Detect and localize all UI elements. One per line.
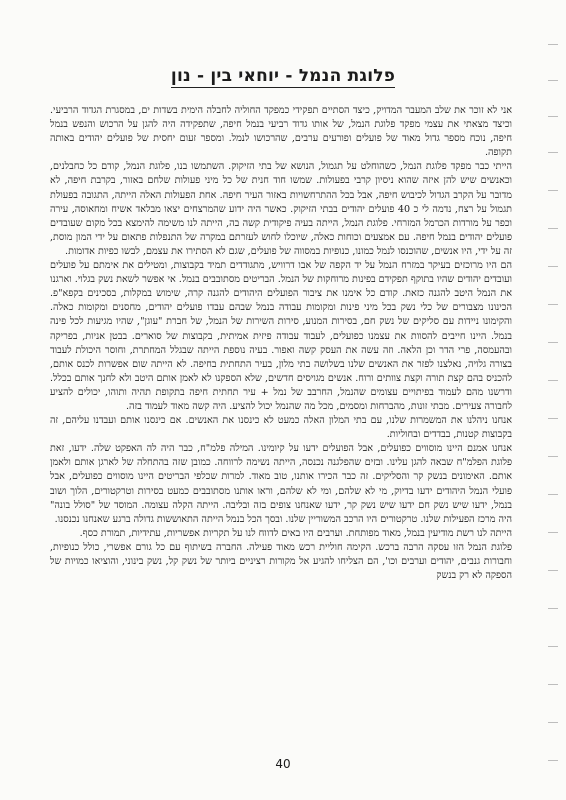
margin-tick — [548, 456, 558, 457]
page-title — [60, 66, 506, 86]
paragraph: הייתה לנו רשת מודיעין בנמל, מאוד מפותחת. וערבים היו באים לדווח לנו על תקריות אפשריות, עתידיות, תמורת כסף. — [79, 527, 512, 539]
margin-tick — [548, 80, 558, 81]
margin-tick — [548, 722, 558, 723]
margin-tick — [548, 494, 558, 495]
paragraph: הייתי כבר מפקד פלוגת הנמל, כשהוחלט על תגמול, הנושא של בתי הזיקוק. השתמשו בנו, פלוגת הנמל, קודם כל כחבלנים, וכאנשים שיש להן איזה שהוא ניסיון קרבי בפעולות. שמשו חוד חנית של כל מיני פעולות שלחם באזור, בקרבת חיפה, לא מדובר על הקרב הגדול לכיבוש חיפה, אבל בכל ההתרחשויות באזור העיר חיפה. אחת הפעולות האלה הייתה, התגובה בפעולת תגמול על רצח, נדמה לי כ 40 פועלים יהודים בבתי הזיקוק. כאשר היה ידוע שהמרצחים יצאו מבלאד אשיח ומחאוסה, עירה וכפר על מורדות הכרמל המזרחי. פלוגת הנמל, הייתה בעיה פיקודית קשה בה, הייתה לנו משימה להימצא בכל מקום שעובדים פועלים יהודים בנמל חיפה. עם אמצעים וכוחות כאלה, שיוכלו לחוש לעזרתם במקרה של התנפלות פתאום על ידי המון מוסת, זה על ידי, היו אנשים, שהוכנסו לנמל כמונו, כנופיות במסווה של פועלים, שגם לא הסתירו את עצמם, לבשו כפיות אדומות. — [50, 161, 513, 257]
paragraph: הם היו מרוכזים בעיקר במזרח הנמל על יד הקפה של אבו דרוויש, מתגודדים תמיד בקבוצות, ומטילים את אימתם על פועלים ועובדים יהודים שהיו בתוקף תפקידם בפינות מרוחקות של הנמל. הבריטים מסתובבים בנמל. אי אפשר לשאת נשק בגלוי. וארגנו את הנמל היטב להגנה כזאת. קודם כל אימנו את ציבור הפועלים היהודים להגנה קרה, שימוש במקלות, בסכינים בקפא"פ. הכינונו מצבורים של כלי נשק בכל מיני פינות ומקומות עבודה בנמל שבהם עבדו פועלים יהודים, מחסנים ומקומות כאלה. והקימונו ניידות עם סליקים של נשק חם, בסירות המנוע, סירות השירות של הנמל, של חברת "עוגן", שהיו מגיעות לכל פינה בנמל. היינו חייבים להסוות את עצמנו כפועלים, לעבוד עבודה פיזית אמיתית, בקבוצות של סוארים. בבטן אניות, בפריקה ובהעמסה, פרי הדר וכן הלאה. וזה עשה את העסק קשה ואפור. בעיה נוספת הייתה שבגלל המחתרת, וחוסר היכולת לעבוד בצורה גלויה, נאלצנו לפזר את האנשים שלנו בשלושה בתי מלון, בעיר התחתית בחיפה. לא הייתה שום אפשרות לכנס אותם, להכניס בהם קצת תורה וקצת צוותים ורוח. אנשים מגויסים חדשים, שלא הספקנו לא לאמן אותם היטב ולא לחנך אותם בכלל. ודרשנו מהם לעמוד בפיתויים עצומים שהנמל, החרבב של נמל + עיר תחתית חיפה בתקופת תהיה ותוהו, יכולים להציע לחבורה צעירים. מבתי זונות, מהברחות ומסמים, מכל מה שהנמל יכול להציע. היה קשה מאוד לעמוד בזה. — [50, 260, 512, 412]
margin-tick — [548, 760, 558, 761]
body-text — [50, 104, 512, 583]
page-title-text: פלוגת הנמל - יוחאי בין - נון — [170, 66, 396, 86]
margin-tick — [548, 608, 558, 609]
paragraph: פלוגת הנמל הזו עסקה הרבה ברכש. הקימה חוליית רכש מאוד פעילה. החברה בשיתוף עם כל גורם אפשרי, כולל כנופיות, וחבורות גנבים, יהודים וערבים וכו', הם הצליחו להגיע אל מקורות רציניים ביותר של נשק קל, נשק בינוני, והוציאו כמויות של הספקה לא רק בנשק — [50, 541, 512, 582]
margin-tick — [548, 116, 558, 117]
margin-tick — [548, 228, 558, 229]
paragraph: אני לא זוכר את שלב המעבר המדויק, כיצד הסתיים תפקידי כמפקד החוליה לחבלה הימית בשדות ים, במסגרת הגדוד הרביעי. וכיצד מצאתי את עצמי מפקד פלוגת הנמל, של אותו גדוד רביעי בנמל חיפה, שתפקידה היה להגן על הרכוש והנפש בנמל חיפה, נוכח מספר גדול מאוד של פועלים ופורעים ערבים, שהרכושו לנמל. ומספר זעום יחסית של פועלים יהודים באותה תקופה. — [50, 105, 512, 159]
margin-tick — [548, 304, 558, 305]
margin-tick — [548, 418, 558, 419]
margin-tick — [548, 532, 558, 533]
margin-tick-rail — [546, 0, 558, 800]
margin-tick — [548, 646, 558, 647]
margin-tick — [548, 190, 558, 191]
margin-tick — [548, 380, 558, 381]
margin-tick — [548, 152, 558, 153]
margin-tick — [548, 684, 558, 685]
paragraph: אנחנו אמנם היינו מוסווים כפועלים, אבל הפועלים ידעו על קיומינו. המילה פלמ"ח, כבר היה לה האפקט שלה. ידעו, זאת פלוגת הפלמ"ח שבאה להגן עלינו. ובזים שהפלגנה נכנסה, הייתה נשימה לרווחה. כמובן שזה בהתחלה של לארגן אותם ולאמן אותם. האימונים בנשק קר והסליקים. זה כבר הכירו אותנו, טוב מאוד. למרות שכלפי הבריטים היינו מוסווים כפועלים, אבל פועלי הנמל היהודים ידעו בדיוק, מי לא שלהם, ומי לא שלהם, וראו אותנו מסתובבים כמעט בסירות וטרקטורים, הלוך ושוב בנמל, ידעו שיש נשק חם ידעו שיש נשק קר, ידעו שאנחנו צופים בזה ובליבה. הייתה הקלה עצומה. המוסד של "סולל בונה" היה מרכז הפעילות שלנו. טרקטורים היו הרכב המשוריין שלנו. ובסך הכל בנמל הייתה התאוששות גדולה ברגע שאנחנו נכנסנו. — [50, 443, 512, 525]
margin-tick — [548, 266, 558, 267]
margin-tick — [548, 44, 558, 45]
paragraph: אנחנו ניהלנו את המשמרות שלנו, עם בתי המלון האלה כמעט לא כינסנו את האנשים. אם כינסנו אותם ועבדנו עליהם, זה בקבוצות קטנות, בבדדים ובחוליות. — [50, 415, 512, 441]
margin-tick — [548, 342, 558, 343]
margin-tick — [548, 570, 558, 571]
page-number: 40 — [275, 757, 291, 771]
